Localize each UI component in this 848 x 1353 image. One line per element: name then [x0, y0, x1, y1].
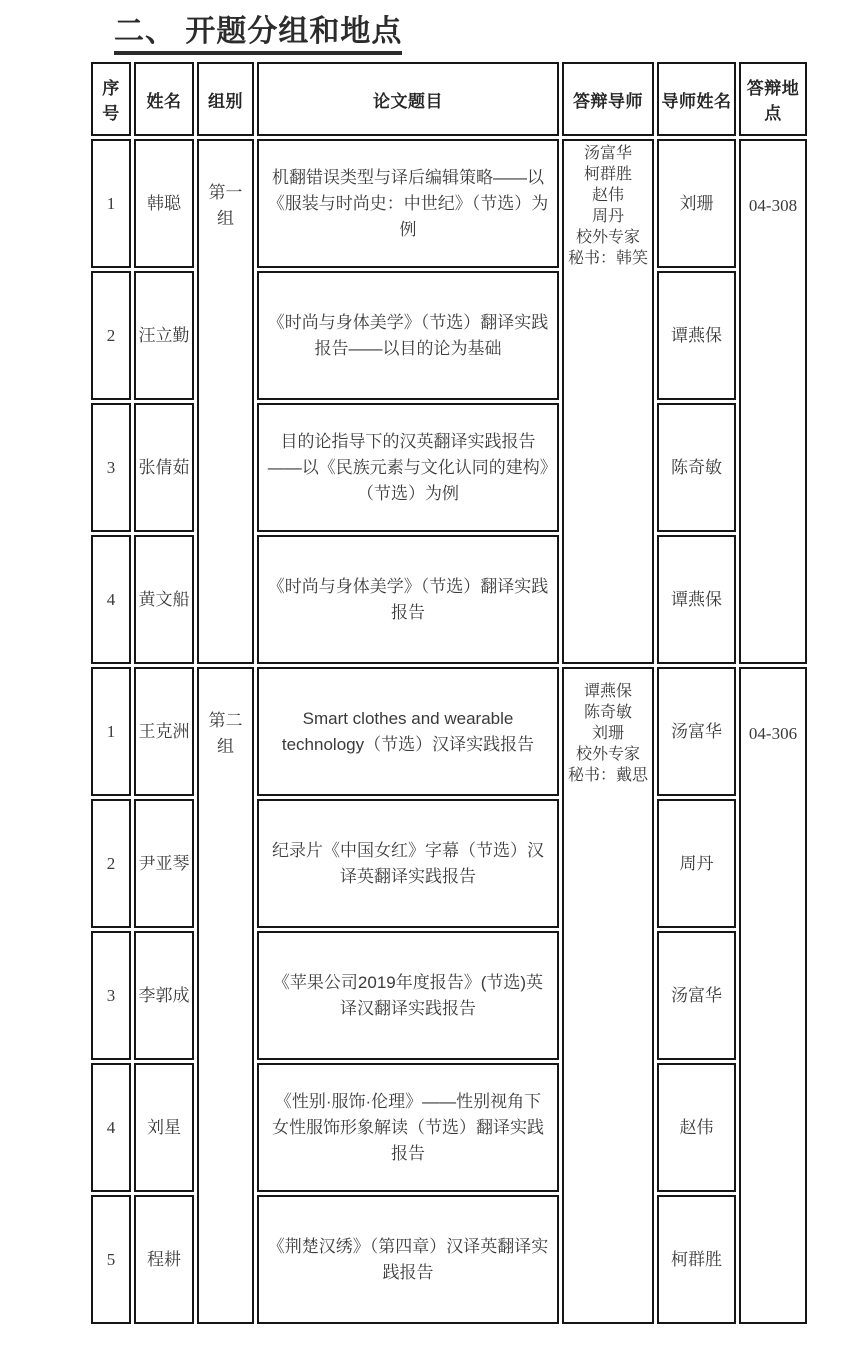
location-cell — [739, 667, 807, 1324]
location-cell — [739, 139, 807, 664]
seq-cell: 1 — [91, 139, 131, 268]
name-cell: 王克洲 — [134, 667, 194, 796]
group-cell-text: 第一组 — [208, 182, 243, 228]
name-cell: 李郭成 — [134, 931, 194, 1060]
header-row — [91, 62, 807, 136]
header-cell-mentor-name: 导师姓名 — [657, 62, 736, 136]
group-cell-text: 第二组 — [208, 710, 243, 756]
mentor-name-cell: 刘珊 — [657, 139, 736, 268]
grouping-table — [88, 59, 810, 1327]
mentor-name-cell: 陈奇敏 — [657, 403, 736, 532]
mentor-name-cell: 汤富华 — [657, 931, 736, 1060]
location-cell-text: 04-308 — [748, 195, 798, 215]
defense-advisor-name: 校外专家 — [575, 746, 640, 763]
name-cell: 韩聪 — [134, 139, 194, 268]
defense-advisor-name: 秘书：韩笑 — [567, 249, 648, 267]
name-cell: 汪立勤 — [134, 271, 194, 400]
header-cell-seq: 序号 — [91, 62, 131, 136]
seq-cell: 5 — [91, 1195, 131, 1324]
header-cell-defense-advisors: 答辩导师 — [562, 62, 654, 136]
name-cell: 黄文船 — [134, 535, 194, 664]
thesis-title-cell: 《性别·服饰·伦理》——性别视角下女性服饰形象解读（节选）翻译实践报告 — [257, 1063, 559, 1192]
thesis-title-cell: Smart clothes and wearable technology（节选）汉译实践报告 — [257, 667, 559, 796]
seq-cell: 1 — [91, 667, 131, 796]
group-cell — [197, 139, 254, 664]
thesis-title-cell: 纪录片《中国女红》字幕（节选）汉译英翻译实践报告 — [257, 799, 559, 928]
mentor-name-cell: 谭燕保 — [657, 271, 736, 400]
defense-advisor-name: 周丹 — [591, 207, 624, 225]
defense-advisors-cell — [562, 667, 654, 1324]
name-cell: 刘星 — [134, 1063, 194, 1192]
defense-advisors-list — [566, 671, 650, 796]
mentor-name-cell: 柯群胜 — [657, 1195, 736, 1324]
thesis-title-cell: 机翻错误类型与译后编辑策略——以《服装与时尚史：中世纪》（节选）为例 — [257, 139, 559, 268]
header-cell-name: 姓名 — [134, 62, 194, 136]
header-cell-location: 答辩地点 — [739, 62, 807, 136]
thesis-title-cell: 《时尚与身体美学》（节选）翻译实践报告——以目的论为基础 — [257, 271, 559, 400]
defense-advisor-name: 谭燕保 — [583, 683, 632, 700]
thesis-title-cell: 《荆楚汉绣》（第四章）汉译英翻译实践报告 — [257, 1195, 559, 1324]
header-cell-group: 组别 — [197, 62, 254, 136]
location-cell-text: 04-306 — [748, 723, 798, 743]
seq-cell: 2 — [91, 799, 131, 928]
page-title: 二、 开题分组和地点 — [114, 6, 402, 55]
defense-advisor-name: 秘书：戴思 — [567, 767, 648, 784]
thesis-title-cell: 《苹果公司2019年度报告》(节选)英译汉翻译实践报告 — [257, 931, 559, 1060]
defense-advisors-list — [566, 143, 650, 268]
mentor-name-cell: 汤富华 — [657, 667, 736, 796]
mentor-name-cell: 周丹 — [657, 799, 736, 928]
page-title-wrap — [114, 6, 848, 55]
seq-cell: 2 — [91, 271, 131, 400]
name-cell: 张倩茹 — [134, 403, 194, 532]
defense-advisor-name: 校外专家 — [575, 228, 640, 246]
mentor-name-cell: 谭燕保 — [657, 535, 736, 664]
seq-cell: 3 — [91, 403, 131, 532]
name-cell: 程耕 — [134, 1195, 194, 1324]
thesis-title-cell: 《时尚与身体美学》（节选）翻译实践报告 — [257, 535, 559, 664]
defense-advisor-name: 赵伟 — [591, 186, 624, 204]
group-cell — [197, 667, 254, 1324]
defense-advisor-name: 柯群胜 — [583, 165, 632, 183]
table-row — [91, 139, 807, 268]
defense-advisor-name: 刘珊 — [591, 725, 624, 742]
header-cell-thesis-title: 论文题目 — [257, 62, 559, 136]
defense-advisor-name: 陈奇敏 — [583, 704, 632, 721]
defense-advisor-name: 汤富华 — [583, 144, 632, 162]
seq-cell: 4 — [91, 535, 131, 664]
thesis-title-cell: 目的论指导下的汉英翻译实践报告——以《民族元素与文化认同的建构》（节选）为例 — [257, 403, 559, 532]
seq-cell: 4 — [91, 1063, 131, 1192]
mentor-name-cell: 赵伟 — [657, 1063, 736, 1192]
defense-advisors-cell — [562, 139, 654, 664]
seq-cell: 3 — [91, 931, 131, 1060]
table-row — [91, 667, 807, 796]
name-cell: 尹亚琴 — [134, 799, 194, 928]
